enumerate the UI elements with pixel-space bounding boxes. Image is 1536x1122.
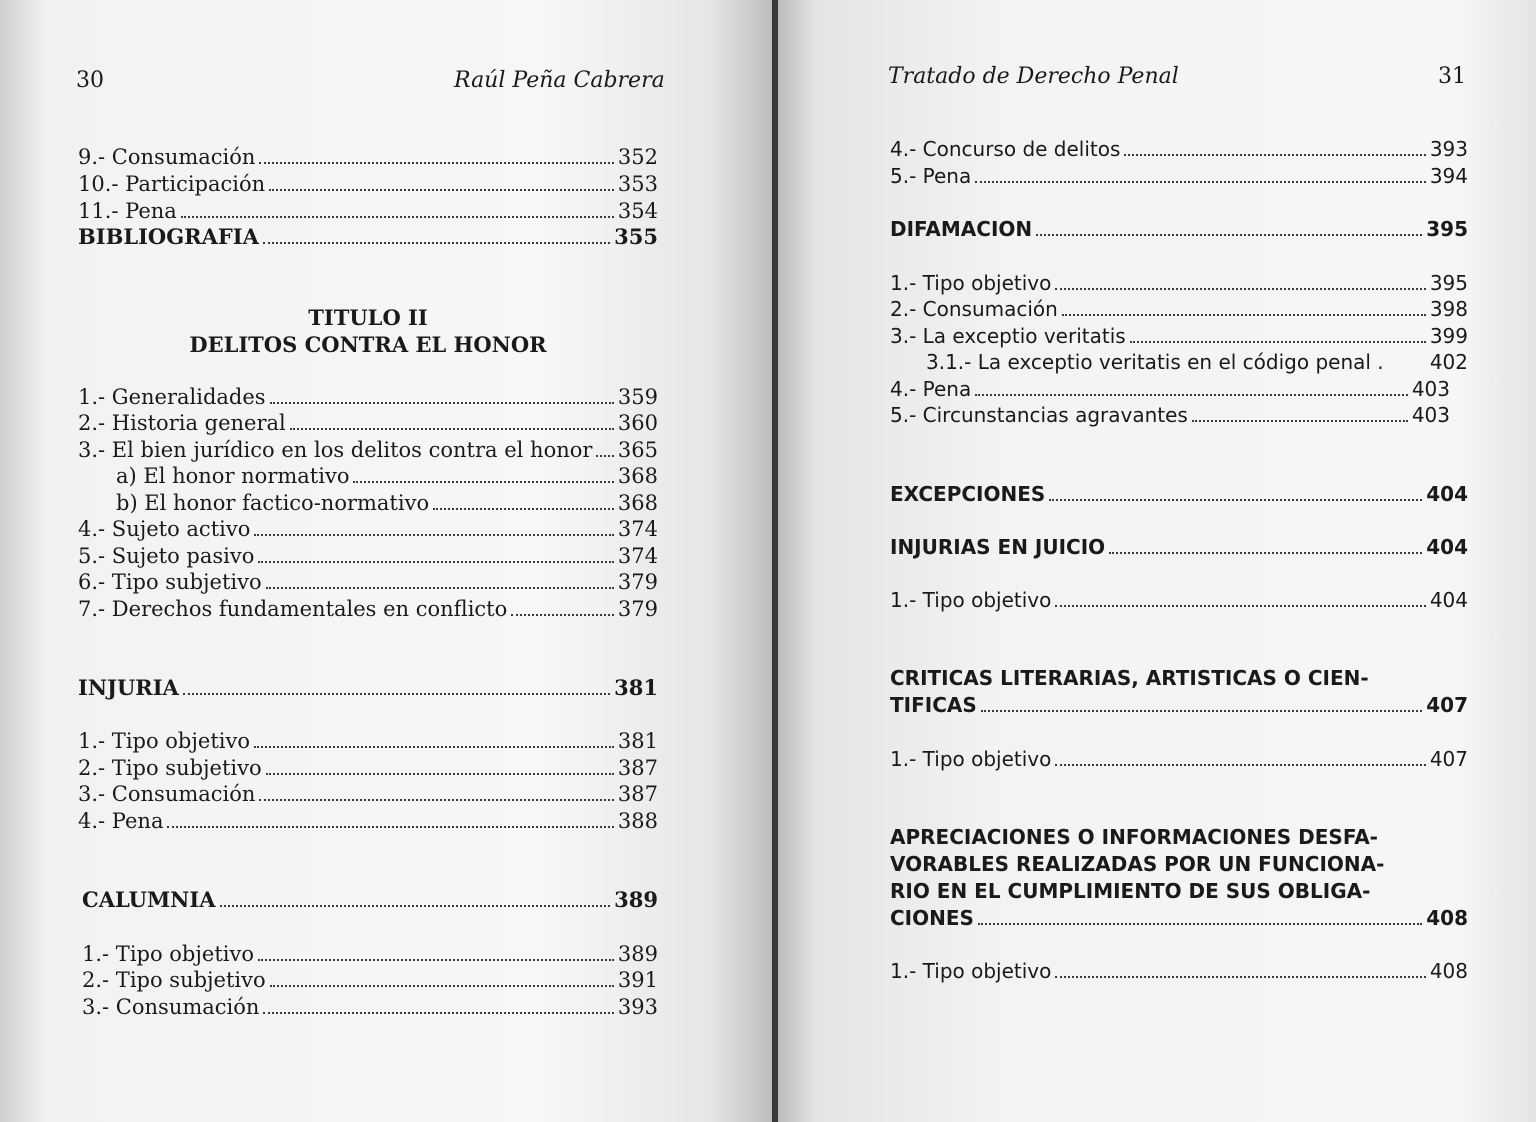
toc-entry: 9.- Consumación 352	[78, 145, 658, 169]
toc-entry: 3.- La exceptio veritatis 399	[890, 324, 1468, 348]
right-page	[778, 0, 1536, 1122]
toc-section-heading: INJURIAS EN JUICIO 404	[890, 535, 1468, 559]
page-number: 31	[1438, 64, 1466, 89]
toc-entry: 6.- Tipo subjetivo 379	[78, 570, 658, 594]
toc-entry: 11.- Pena 354	[78, 199, 658, 223]
toc-section-heading: EXCEPCIONES 404	[890, 482, 1468, 506]
toc-entry: 1.- Generalidades 359	[78, 385, 658, 409]
toc-entry: 5.- Sujeto pasivo 374	[78, 544, 658, 568]
toc-section-heading: TIFICAS 407	[890, 693, 1468, 717]
toc-entry: 1.- Tipo objetivo 407	[890, 747, 1468, 771]
toc-section-heading-line: CRITICAS LITERARIAS, ARTISTICAS O CIEN-	[890, 666, 1369, 690]
toc-section-heading-line: APRECIACIONES O INFORMACIONES DESFA-	[890, 825, 1378, 849]
toc-entry: 2.- Tipo subjetivo 391	[82, 968, 658, 992]
page-number: 30	[76, 68, 104, 93]
toc-entry: b) El honor factico-normativo 368	[116, 491, 658, 515]
title-label: TITULO II	[308, 305, 428, 330]
toc-entry: 4.- Pena 403	[890, 377, 1450, 401]
toc-section-heading: DIFAMACION 395	[890, 217, 1468, 241]
toc-entry: 2.- Consumación 398	[890, 297, 1468, 321]
toc-entry: 4.- Concurso de delitos 393	[890, 137, 1468, 161]
toc-section-heading: CIONES 408	[890, 906, 1468, 930]
running-head: Raúl Peña Cabrera	[454, 68, 665, 93]
toc-entry: 5.- Pena 394	[890, 164, 1468, 188]
toc-entry: 3.- Consumación 387	[78, 782, 658, 806]
toc-entry: 1.- Tipo objetivo 389	[82, 942, 658, 966]
toc-entry: 4.- Pena 388	[78, 809, 658, 833]
toc-entry: 4.- Sujeto activo 374	[78, 517, 658, 541]
toc-entry: 7.- Derechos fundamentales en conflicto 379	[78, 597, 658, 621]
title-name: DELITOS CONTRA EL HONOR	[189, 332, 547, 357]
toc-entry: 2.- Tipo subjetivo 387	[78, 756, 658, 780]
toc-entry: 5.- Circunstancias agravantes 403	[890, 403, 1450, 427]
toc-section-heading: BIBLIOGRAFIA 355	[78, 224, 658, 249]
toc-section-heading: CALUMNIA 389	[82, 887, 658, 912]
toc-entry: 1.- Tipo objetivo 408	[890, 959, 1468, 983]
toc-entry: a) El honor normativo 368	[116, 464, 658, 488]
toc-section-heading-line: RIO EN EL CUMPLIMIENTO DE SUS OBLIGA-	[890, 879, 1371, 903]
toc-entry: 1.- Tipo objetivo 404	[890, 588, 1468, 612]
toc-section-heading: INJURIA 381	[78, 675, 658, 700]
toc-entry: 3.1.- La exceptio veritatis en el código penal . 402	[926, 350, 1468, 374]
toc-entry: 10.- Participación 353	[78, 172, 658, 196]
toc-entry: 2.- Historia general 360	[78, 411, 658, 435]
toc-section-heading-line: VORABLES REALIZADAS POR UN FUNCIONA-	[890, 852, 1385, 876]
toc-entry: 3.- Consumación 393	[82, 995, 658, 1019]
running-head: Tratado de Derecho Penal	[888, 64, 1179, 89]
toc-entry: 1.- Tipo objetivo 395	[890, 271, 1468, 295]
toc-entry: 3.- El bien jurídico en los delitos contra el honor 365	[78, 438, 658, 462]
toc-entry: 1.- Tipo objetivo 381	[78, 729, 658, 753]
